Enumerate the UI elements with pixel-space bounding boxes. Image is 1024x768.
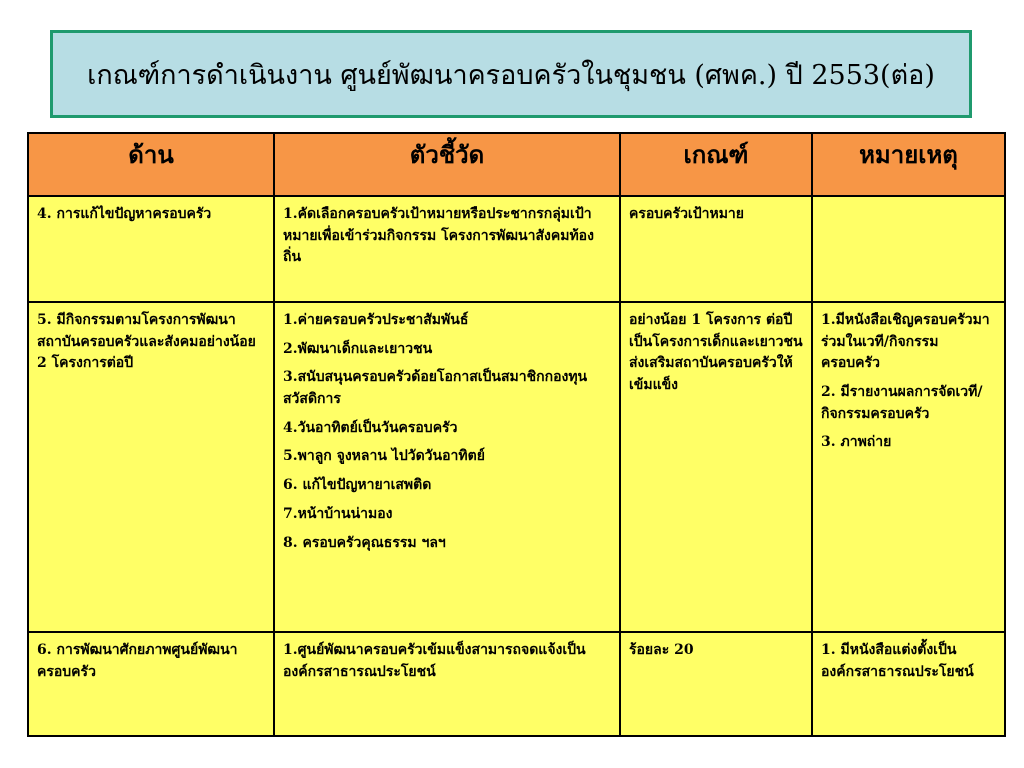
area-cell: 5. มีกิจกรรมตามโครงการพัฒนาสถาบันครอบครัวและสังคมอย่างน้อย 2 โครงการต่อปี	[28, 302, 274, 632]
note-item: 1. มีหนังสือแต่งตั้งเป็นองค์กรสาธารณประโยชน์	[821, 642, 974, 680]
indicator-item: 1.ค่ายครอบครัวประชาสัมพันธ์	[283, 312, 469, 328]
criteria-table	[27, 132, 1006, 737]
indicator-item: 1.คัดเลือกครอบครัวเป้าหมายหรือประชากรกลุ่มเป้าหมายเพื่อเข้าร่วมกิจกรรม โครงการพัฒนาสังคมท้องถิ่น	[283, 206, 594, 266]
criteria-cell: ร้อยละ 20	[620, 632, 812, 736]
note-item: 2. มีรายงานผลการจัดเวที/กิจกรรมครอบครัว	[821, 384, 983, 422]
table-row	[28, 302, 1005, 632]
criteria-cell: ครอบครัวเป้าหมาย	[620, 196, 812, 302]
header-indicator: ตัวชี้วัด	[274, 133, 620, 196]
table-row	[28, 632, 1005, 736]
indicator-item: 2.พัฒนาเด็กและเยาวชน	[283, 340, 433, 357]
indicator-item: 5.พาลูก จูงหลาน ไปวัดวันอาทิตย์	[283, 448, 485, 465]
table-row	[28, 196, 1005, 302]
area-cell: 4. การแก้ไขปัญหาครอบครัว	[28, 196, 274, 302]
indicator-cell	[274, 302, 620, 632]
notes-cell	[812, 632, 1005, 736]
notes-cell	[812, 196, 1005, 302]
notes-cell	[812, 302, 1005, 632]
header-criteria: เกณฑ์	[620, 133, 812, 196]
note-item: 3. ภาพถ่าย	[821, 434, 892, 451]
header-area: ด้าน	[28, 133, 274, 196]
header-notes: หมายเหตุ	[812, 133, 1005, 196]
title-banner	[50, 30, 972, 118]
indicator-cell	[274, 632, 620, 736]
indicator-cell	[274, 196, 620, 302]
area-cell: 6. การพัฒนาศักยภาพศูนย์พัฒนาครอบครัว	[28, 632, 274, 736]
indicator-item: 7.หน้าบ้านน่ามอง	[283, 505, 393, 522]
indicator-item: 8. ครอบครัวคุณธรรม ฯลฯ	[283, 534, 446, 551]
indicator-item: 3.สนับสนุนครอบครัวด้อยโอกาสเป็นสมาชิกกองทุนสวัสดิการ	[283, 369, 588, 408]
table-header-row	[28, 133, 1005, 196]
criteria-cell: อย่างน้อย 1 โครงการ ต่อปี เป็นโครงการเด็กและเยาวชนส่งเสริมสถาบันครอบครัวให้เข้มแข็ง	[620, 302, 812, 632]
indicator-item: 4.วันอาทิตย์เป็นวันครอบครัว	[283, 419, 458, 436]
indicator-item: 6. แก้ไขปัญหายาเสพติด	[283, 477, 432, 494]
note-item: 1.มีหนังสือเชิญครอบครัวมาร่วมในเวที/กิจกรรมครอบครัว	[821, 312, 990, 372]
indicator-item: 1.ศูนย์พัฒนาครอบครัวเข้มแข็งสามารถจดแจ้งเป็นองค์กรสาธารณประโยชน์	[283, 642, 586, 680]
page-title: เกณฑ์การดำเนินงาน ศูนย์พัฒนาครอบครัวในชุมชน (ศพค.) ปี 2553(ต่อ)	[87, 59, 935, 91]
